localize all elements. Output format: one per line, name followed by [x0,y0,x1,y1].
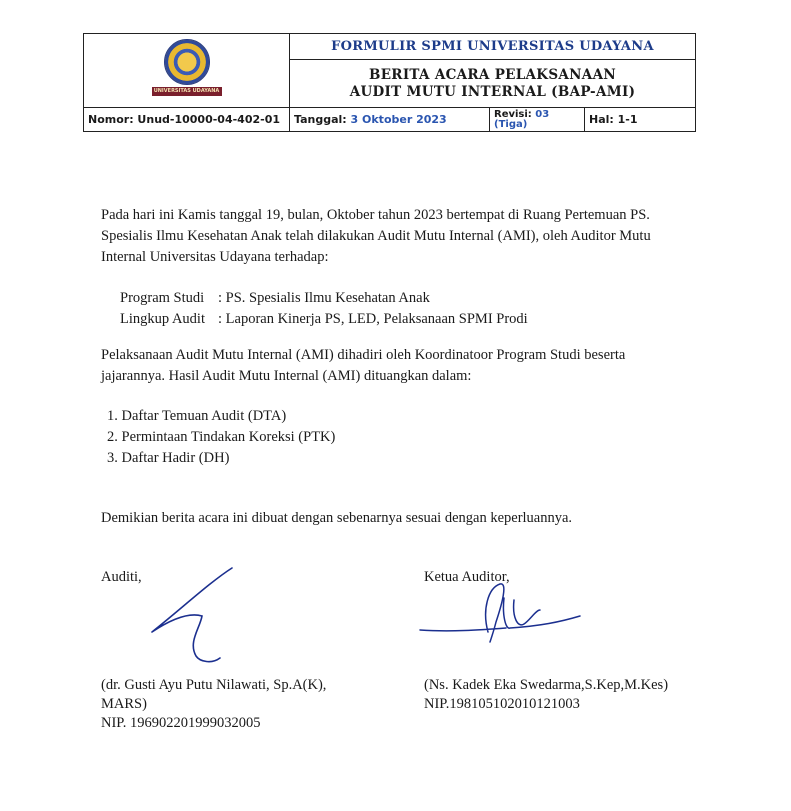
intro-line: Pada hari ini Kamis tanggal 19, bulan, Oktober tahun 2023 bertempat di Ruang Pertemuan PS. [101,207,650,223]
document-number: Nomor: Unud-10000-04-402-01 [84,108,290,131]
document-header-table [83,33,696,132]
auditee-nip: NIP. 196902201999032005 [101,715,261,731]
intro-paragraph [101,205,701,268]
list-item: 1. Daftar Temuan Audit (DTA) [107,408,287,424]
date-value: 3 Oktober 2023 [350,113,447,126]
scope-row [120,309,528,330]
revision-word: (Tiga) [494,118,528,130]
header-meta-row [84,108,695,131]
program-value: : PS. Spesialis Ilmu Kesehatan Anak [218,290,430,306]
intro-line: Internal Universitas Udayana terhadap: [101,249,329,265]
attendance-line: Pelaksanaan Audit Mutu Internal (AMI) dihadiri oleh Koordinatoor Program Studi beserta [101,347,626,363]
form-title: FORMULIR SPMI UNIVERSITAS UDAYANA [290,34,695,60]
page-number: Hal: 1-1 [589,113,638,126]
document-revision [490,108,585,131]
auditee-signature [140,560,260,670]
list-item: 3. Daftar Hadir (DH) [107,450,230,466]
scope-label: Lingkup Audit [120,311,205,327]
scope-value: : Laporan Kinerja PS, LED, Pelaksanaan SPMI Prodi [218,311,528,327]
program-label: Program Studi [120,290,205,306]
document-title-line2: AUDIT MUTU INTERNAL (BAP-AMI) [349,84,636,100]
attendance-line: jajarannya. Hasil Audit Mutu Internal (AMI) dituangkan dalam: [101,368,472,384]
auditee-signature-block [101,676,381,733]
university-seal-icon [164,39,210,85]
revision-label: Revisi: [494,108,532,120]
logo-cell [84,34,290,108]
logo-banner: UNIVERSITAS UDAYANA [152,87,222,96]
list-item: 2. Permintaan Tindakan Koreksi (PTK) [107,429,336,445]
auditee-name-line: MARS) [101,696,147,712]
lead-auditor-signature [410,580,590,650]
document-title-line1: BERITA ACARA PELAKSANAAN [369,67,616,83]
date-label: Tanggal: [294,113,347,126]
document-date [290,108,490,131]
revision-value: 03 [535,108,550,120]
university-logo [152,39,222,103]
lead-auditor-nip: NIP.198105102010121003 [424,696,580,712]
closing-statement: Demikian berita acara ini dibuat dengan sebenarnya sesuai dengan keperluannya. [101,510,573,526]
program-row [120,288,430,309]
lead-auditor-title: Ketua Auditor, [424,569,510,585]
attendance-paragraph [101,345,701,387]
auditee-name-line: (dr. Gusti Ayu Putu Nilawati, Sp.A(K), [101,677,327,693]
lead-auditor-name: (Ns. Kadek Eka Swedarma,S.Kep,M.Kes) [424,677,669,693]
intro-line: Spesialis Ilmu Kesehatan Anak telah dilakukan Audit Mutu Internal (AMI), oleh Auditor Mutu [101,228,651,244]
document-title [290,60,695,108]
lead-auditor-signature-block [424,676,724,714]
auditee-title: Auditi, [101,569,142,585]
document-list [107,406,335,469]
